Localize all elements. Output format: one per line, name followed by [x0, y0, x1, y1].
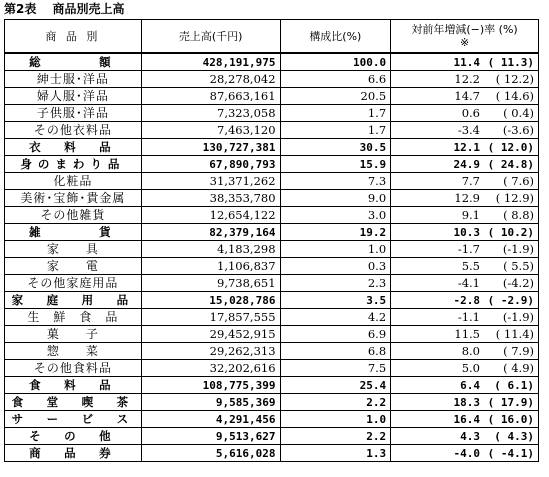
- share-value: 19.2: [280, 224, 391, 241]
- yoy-cell: [391, 258, 539, 275]
- yoy-cell: [391, 139, 539, 156]
- table-row: [5, 105, 539, 122]
- category-name: 食 堂 喫 茶: [5, 394, 142, 411]
- share-value: 15.9: [280, 156, 391, 173]
- yoy-cell: [391, 428, 539, 445]
- yoy-value: 12.9: [454, 190, 480, 205]
- category-name: 家 具: [5, 241, 142, 258]
- yoy-alt-value: ( 0.4): [503, 105, 534, 120]
- yoy-alt-value: ( 8.8): [503, 207, 534, 222]
- yoy-value: 11.5: [454, 326, 480, 341]
- sales-value: 29,262,313: [141, 343, 280, 360]
- sales-value: 31,371,262: [141, 173, 280, 190]
- category-name: 子供服･洋品: [5, 105, 142, 122]
- table-row: [5, 88, 539, 105]
- yoy-value: 24.9: [453, 157, 480, 171]
- sales-value: 38,353,780: [141, 190, 280, 207]
- category-name: その他家庭用品: [5, 275, 142, 292]
- category-name: 家 電: [5, 258, 142, 275]
- yoy-value: 9.1: [461, 207, 480, 222]
- yoy-value: 7.7: [461, 173, 480, 188]
- share-value: 7.3: [280, 173, 391, 190]
- category-name: 商 品 券: [5, 445, 142, 462]
- header-yoy: [391, 20, 539, 54]
- yoy-alt-value: ( -4.1): [487, 446, 534, 460]
- yoy-value: 5.0: [461, 360, 480, 375]
- yoy-alt-value: ( 11.3): [487, 55, 534, 69]
- yoy-value: 10.3: [453, 225, 480, 239]
- yoy-alt-value: ( 7.6): [503, 173, 534, 188]
- table-row: [5, 139, 539, 156]
- share-value: 2.2: [280, 428, 391, 445]
- yoy-cell: [391, 88, 539, 105]
- category-name: 化粧品: [5, 173, 142, 190]
- yoy-value: 18.3: [453, 395, 480, 409]
- table-row: [5, 275, 539, 292]
- table-caption: 第2表 商品別売上高: [4, 2, 125, 16]
- sales-value: 5,616,028: [141, 445, 280, 462]
- sales-value: 1,106,837: [141, 258, 280, 275]
- share-value: 1.7: [280, 122, 391, 139]
- category-name: そ の 他: [5, 428, 142, 445]
- yoy-cell: [391, 309, 539, 326]
- table-row: [5, 224, 539, 241]
- category-name: 総 額: [5, 53, 142, 71]
- yoy-value: 12.2: [454, 71, 480, 86]
- yoy-value: -2.8: [453, 293, 480, 307]
- yoy-cell: [391, 53, 539, 71]
- share-value: 4.2: [280, 309, 391, 326]
- category-name: 菓 子: [5, 326, 142, 343]
- category-name: 惣 菜: [5, 343, 142, 360]
- share-value: 2.3: [280, 275, 391, 292]
- table-body: [5, 53, 539, 462]
- yoy-alt-value: ( 10.2): [487, 225, 534, 239]
- share-value: 20.5: [280, 88, 391, 105]
- sales-value: 32,202,616: [141, 360, 280, 377]
- sales-value: 12,654,122: [141, 207, 280, 224]
- category-name: その他雑貨: [5, 207, 142, 224]
- header-yoy-label: 対前年増減(−)率 (%): [411, 23, 518, 36]
- yoy-cell: [391, 156, 539, 173]
- yoy-alt-value: (-3.6): [502, 122, 534, 137]
- share-value: 1.0: [280, 241, 391, 258]
- share-value: 2.2: [280, 394, 391, 411]
- sales-value: 9,738,651: [141, 275, 280, 292]
- yoy-cell: [391, 292, 539, 309]
- yoy-value: -3.4: [457, 122, 480, 137]
- table-row: [5, 258, 539, 275]
- sales-value: 108,775,399: [141, 377, 280, 394]
- sales-value: 130,727,381: [141, 139, 280, 156]
- table-row: [5, 377, 539, 394]
- table-row: [5, 241, 539, 258]
- table-row: [5, 360, 539, 377]
- yoy-alt-value: ( 12.0): [487, 140, 534, 154]
- category-name: 衣 料 品: [5, 139, 142, 156]
- table-row: [5, 428, 539, 445]
- yoy-cell: [391, 411, 539, 428]
- table-row: [5, 122, 539, 139]
- yoy-alt-value: ( 7.9): [503, 343, 534, 358]
- table-row: [5, 394, 539, 411]
- share-value: 3.0: [280, 207, 391, 224]
- sales-value: 17,857,555: [141, 309, 280, 326]
- table-row: [5, 411, 539, 428]
- category-name: その他衣料品: [5, 122, 142, 139]
- sales-value: 428,191,975: [141, 53, 280, 71]
- category-name: 美術･宝飾･貴金属: [5, 190, 142, 207]
- sales-value: 7,463,120: [141, 122, 280, 139]
- table-row: [5, 71, 539, 88]
- yoy-value: -1.1: [457, 309, 480, 324]
- sales-value: 15,028,786: [141, 292, 280, 309]
- share-value: 7.5: [280, 360, 391, 377]
- yoy-alt-value: ( 4.3): [494, 429, 534, 443]
- sales-value: 28,278,042: [141, 71, 280, 88]
- category-name: 家 庭 用 品: [5, 292, 142, 309]
- share-value: 3.5: [280, 292, 391, 309]
- yoy-cell: [391, 241, 539, 258]
- yoy-cell: [391, 275, 539, 292]
- share-value: 1.3: [280, 445, 391, 462]
- yoy-alt-value: (-1.9): [502, 241, 534, 256]
- table-row: [5, 190, 539, 207]
- yoy-alt-value: ( 14.6): [495, 88, 534, 103]
- share-value: 6.9: [280, 326, 391, 343]
- yoy-cell: [391, 224, 539, 241]
- yoy-value: 16.4: [453, 412, 480, 426]
- table-row: [5, 292, 539, 309]
- yoy-cell: [391, 105, 539, 122]
- share-value: 25.4: [280, 377, 391, 394]
- sales-value: 82,379,164: [141, 224, 280, 241]
- table-row: [5, 309, 539, 326]
- share-value: 1.0: [280, 411, 391, 428]
- sales-value: 4,291,456: [141, 411, 280, 428]
- share-value: 9.0: [280, 190, 391, 207]
- table-row: [5, 53, 539, 71]
- category-name: 生 鮮 食 品: [5, 309, 142, 326]
- yoy-alt-value: ( 12.9): [495, 190, 534, 205]
- share-value: 6.6: [280, 71, 391, 88]
- sales-value: 4,183,298: [141, 241, 280, 258]
- category-name: 紳士服･洋品: [5, 71, 142, 88]
- yoy-cell: [391, 207, 539, 224]
- share-value: 0.3: [280, 258, 391, 275]
- sales-value: 29,452,915: [141, 326, 280, 343]
- sales-by-product-table: [4, 19, 539, 462]
- yoy-alt-value: ( 17.9): [487, 395, 534, 409]
- yoy-value: 8.0: [461, 343, 480, 358]
- sales-value: 9,585,369: [141, 394, 280, 411]
- sales-value: 9,513,627: [141, 428, 280, 445]
- share-value: 30.5: [280, 139, 391, 156]
- yoy-cell: [391, 343, 539, 360]
- yoy-alt-value: ( 4.9): [503, 360, 534, 375]
- yoy-cell: [391, 122, 539, 139]
- yoy-alt-value: ( -2.9): [487, 293, 534, 307]
- yoy-value: 14.7: [454, 88, 480, 103]
- yoy-cell: [391, 326, 539, 343]
- yoy-alt-value: ( 11.4): [495, 326, 534, 341]
- yoy-cell: [391, 71, 539, 88]
- category-name: その他食料品: [5, 360, 142, 377]
- category-name: サ ー ビ ス: [5, 411, 142, 428]
- yoy-alt-value: ( 12.2): [495, 71, 534, 86]
- header-share: 構成比(%): [280, 20, 391, 54]
- table-row: [5, 207, 539, 224]
- yoy-alt-value: ( 5.5): [503, 258, 534, 273]
- yoy-value: 0.6: [461, 105, 480, 120]
- header-sales: 売上高(千円): [141, 20, 280, 54]
- yoy-cell: [391, 190, 539, 207]
- yoy-alt-value: ( 6.1): [494, 378, 534, 392]
- share-value: 100.0: [280, 53, 391, 71]
- category-name: 身のまわり品: [5, 156, 142, 173]
- yoy-alt-value: ( 24.8): [487, 157, 534, 171]
- table-row: [5, 173, 539, 190]
- yoy-cell: [391, 377, 539, 394]
- header-yoy-note: ※: [459, 36, 470, 49]
- yoy-value: 12.1: [453, 140, 480, 154]
- share-value: 6.8: [280, 343, 391, 360]
- table-row: [5, 343, 539, 360]
- sales-value: 7,323,058: [141, 105, 280, 122]
- yoy-cell: [391, 173, 539, 190]
- yoy-value: 4.3: [460, 429, 480, 443]
- yoy-cell: [391, 394, 539, 411]
- yoy-alt-value: (-4.2): [502, 275, 534, 290]
- sales-value: 67,890,793: [141, 156, 280, 173]
- header-product-category: 商 品 別: [5, 20, 142, 54]
- yoy-cell: [391, 445, 539, 462]
- yoy-value: 11.4: [453, 55, 480, 69]
- yoy-value: -4.0: [453, 446, 480, 460]
- header-row: [5, 20, 539, 54]
- yoy-alt-value: (-1.9): [502, 309, 534, 324]
- table-row: [5, 326, 539, 343]
- share-value: 1.7: [280, 105, 391, 122]
- table-row: [5, 445, 539, 462]
- table-row: [5, 156, 539, 173]
- yoy-value: 5.5: [461, 258, 480, 273]
- category-name: 雑 貨: [5, 224, 142, 241]
- yoy-value: -1.7: [457, 241, 480, 256]
- category-name: 婦人服･洋品: [5, 88, 142, 105]
- yoy-value: -4.1: [457, 275, 480, 290]
- category-name: 食 料 品: [5, 377, 142, 394]
- sales-value: 87,663,161: [141, 88, 280, 105]
- yoy-value: 6.4: [460, 378, 480, 392]
- yoy-cell: [391, 360, 539, 377]
- yoy-alt-value: ( 16.0): [487, 412, 534, 426]
